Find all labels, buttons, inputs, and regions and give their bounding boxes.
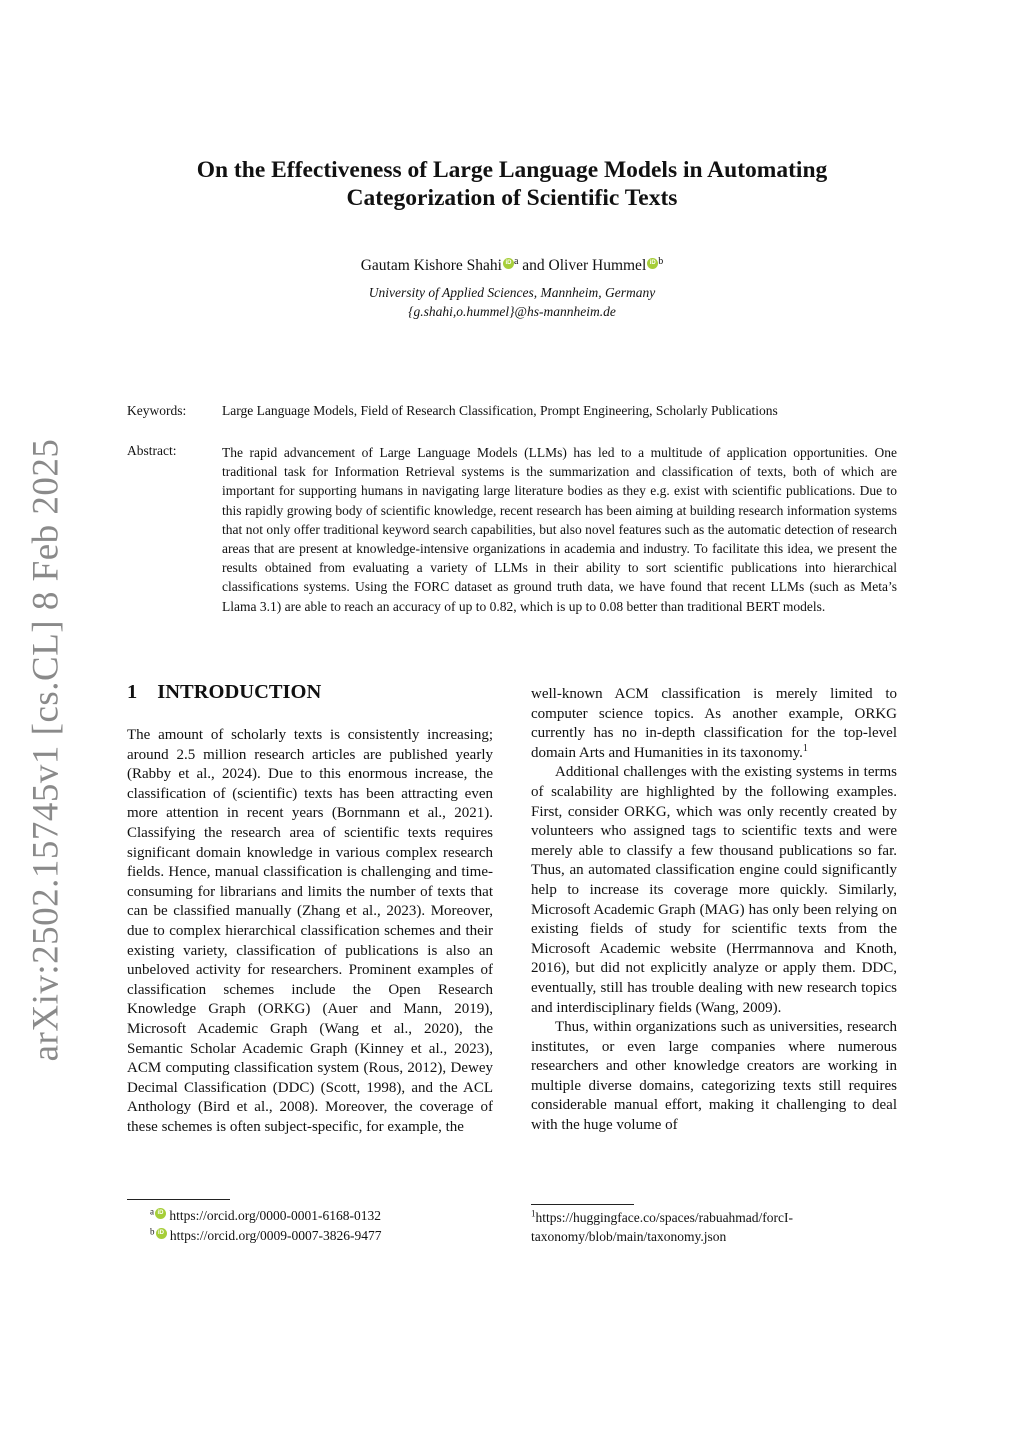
footnote-mark: 1: [531, 1208, 536, 1219]
author-affil-mark: b: [658, 255, 664, 267]
keywords-label: Keywords:: [127, 403, 187, 418]
keywords-text: Large Language Models, Field of Research Classification, Prompt Engineering, Scholarly Publications: [222, 403, 778, 418]
paragraph-text: well-known ACM classification is merely limited to computer science topics. As another example, ORKG currently has no in-depth classification for the top-level domain Arts and Humanities in its taxonomy.: [531, 686, 897, 761]
paper-title: [150, 156, 874, 212]
title-line-1: On the Effectiveness of Large Language Models in Automating: [196, 157, 828, 183]
orcid-footnote-a: [150, 1206, 381, 1225]
section-heading: [127, 681, 321, 704]
author-name: Gautam Kishore Shahi: [360, 257, 502, 274]
orcid-icon[interactable]: [647, 258, 658, 269]
title-line-2: Categorization of Scientific Texts: [346, 185, 678, 211]
body-paragraph: Thus, within organizations such as universities, research institutes, or even large companies where numerous researchers and other knowledge creators are working in multiple diverse domains, categorizing texts still requires considerable manual effort, making it challenging to deal with the huge volume of: [531, 1019, 897, 1134]
author-emails: {g.shahi,o.hummel}@hs-mannheim.de: [408, 304, 616, 319]
section-title: INTRODUCTION: [157, 681, 322, 703]
footnote-mark[interactable]: 1: [802, 742, 808, 754]
institution: University of Applied Sciences, Mannheim, Germany: [368, 285, 656, 300]
footnote-mark: b: [150, 1226, 155, 1237]
footnote-mark: a: [150, 1206, 154, 1217]
orcid-icon[interactable]: [503, 258, 514, 269]
footnote-divider: [127, 1199, 230, 1200]
orcid-link[interactable]: https://orcid.org/0009-0007-3826-9477: [169, 1228, 382, 1243]
right-column: [531, 685, 897, 1136]
footnote-divider: [531, 1204, 634, 1205]
affiliation: [150, 283, 874, 321]
body-paragraph: Additional challenges with the existing systems in terms of scalability are highlighted by the following examples. First, consider ORKG, which was only recently created by volunteers who assigned tags to scientific texts and were merely able to classify a few thousand publications so far. Thus, an automated classification engine could significantly help to increase its coverage more quickly. Similarly, Microsoft Academic Graph (MAG) has only been relying on existing fields of study for scientific texts from the Microsoft Academic website (Herrmannova and Knoth, 2016), but did not explicitly analyze or apply them. DDC, eventually, still has trouble dealing with new research topics and interdisciplinary fields (Wang, 2009).: [531, 764, 897, 1016]
arxiv-identifier: arXiv:2502.15745v1 [cs.CL] 8 Feb 2025: [25, 438, 67, 1062]
orcid-link[interactable]: https://orcid.org/0000-0001-6168-0132: [169, 1208, 381, 1223]
orcid-footnote-b: [150, 1226, 382, 1245]
orcid-icon: [155, 1208, 166, 1219]
body-paragraph: [531, 685, 897, 763]
body-paragraph: The amount of scholarly texts is consistently increasing; around 2.5 million research articles are published yearly (Rabby et al., 2024). Due to this enormous increase, the classification of (scientific) texts has been attracting even more attention in recent years (Bornmann et al., 2021). Classifying the research area of scientific texts requires significant domain knowledge in various complex research fields. Hence, manual classification is challenging and time-consuming for librarians and limits the number of texts that can be classified manually (Zhang et al., 2023). Moreover, due to complex hierarchical classification schemes and their existing variety, classification of publications is also an unbeloved activity for researchers. Prominent examples of classification schemes include the Open Research Knowledge Graph (ORKG) (Auer and Mann, 2019), Microsoft Academic Graph (Wang et al., 2020), the Semantic Scholar Academic Graph (Kinney et al., 2023), ACM computing classification system (Rous, 2012), Dewey Decimal Classification (DDC) (Scott, 1998), and the ACL Anthology (Bird et al., 2008). Moreover, the coverage of these schemes is often subject-specific, for example, the: [127, 727, 493, 1135]
abstract-label: Abstract:: [127, 443, 177, 458]
footnote-1: [531, 1208, 897, 1246]
left-column: [127, 726, 493, 1137]
section-number: 1: [127, 681, 138, 703]
author-affil-mark: a: [513, 255, 519, 267]
author-name: Oliver Hummel: [548, 257, 647, 274]
footnote-link[interactable]: https://huggingface.co/spaces/rabuahmad/forcI-taxonomy/blob/main/taxonomy.json: [531, 1210, 794, 1244]
author-conjunction: and: [518, 257, 549, 274]
orcid-icon: [156, 1228, 167, 1239]
author-list: [150, 257, 874, 275]
abstract-text: The rapid advancement of Large Language Models (LLMs) has led to a multitude of application opportunities. One traditional task for Information Retrieval systems is the summarization and classification of texts, both of which are important for supporting humans in navigating large literature bodies as they e.g. exist with scientific publications. Due to this rapidly growing body of scientific knowledge, recent research has been aiming at building research information systems that not only offer traditional keyword search capabilities, but also novel features such as the automatic detection of research areas that are present at knowledge-intensive organizations in academia and industry. To facilitate this idea, we present the results obtained from evaluating a variety of LLMs in their ability to sort scientific publications into hierarchical classifications systems. Using the FORC dataset as ground truth data, we have found that recent LLMs (such as Meta’s Llama 3.1) are able to reach an accuracy of up to 0.82, which is up to 0.08 better than traditional BERT models.: [222, 445, 897, 614]
